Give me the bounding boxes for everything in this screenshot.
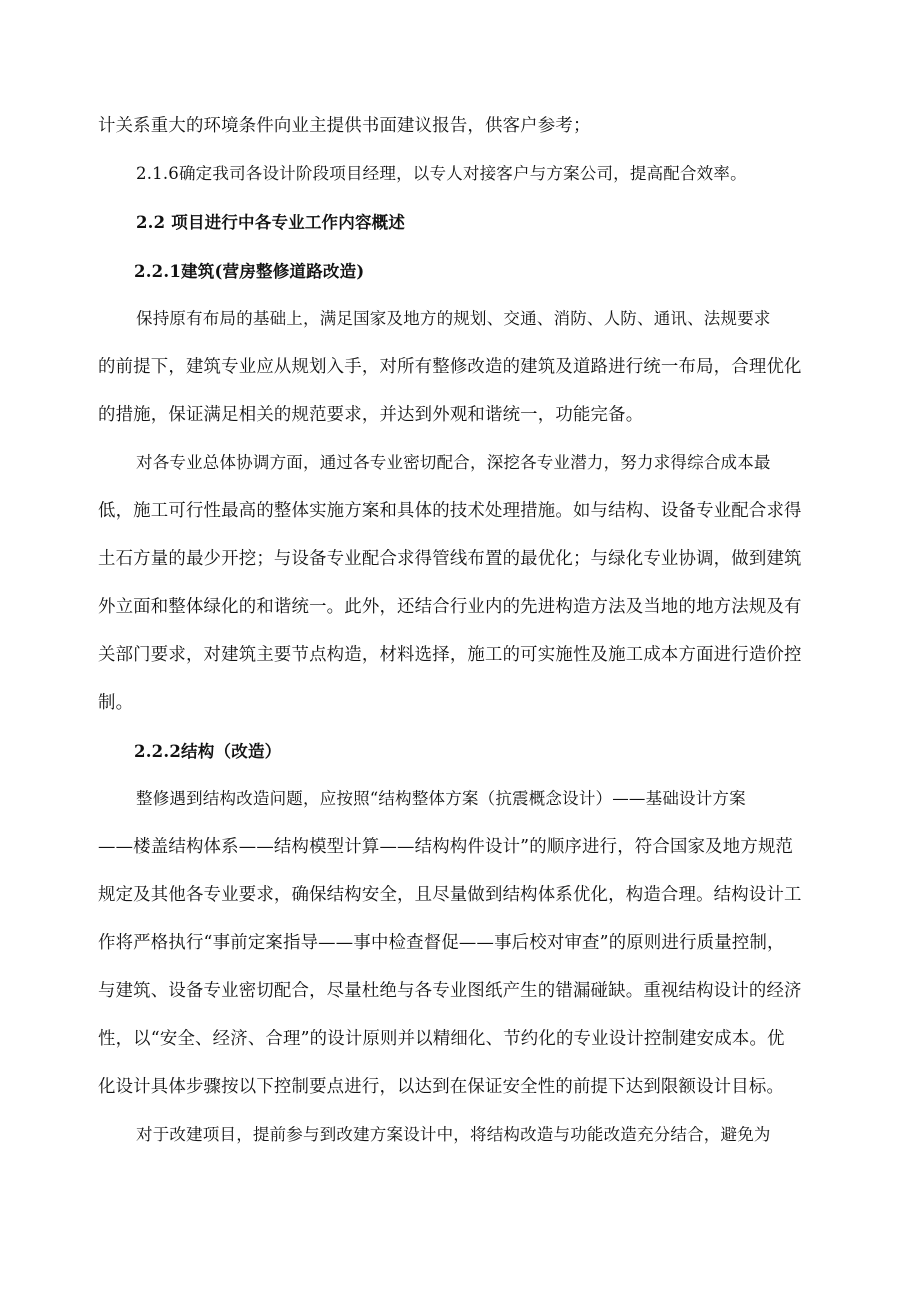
paragraph-line: 规定及其他各专业要求，确保结构安全，且尽量做到结构体系优化，构造合理。结构设计工 — [98, 885, 802, 905]
paragraph-line: 计关系重大的环境条件向业主提供书面建议报告，供客户参考； — [98, 116, 591, 136]
paragraph-line: 保持原有布局的基础上，满足国家及地方的规划、交通、消防、人防、通讯、法规要求 — [136, 309, 771, 328]
paragraph-line: ——楼盖结构体系——结构模型计算——结构构件设计”的顺序进行，符合国家及地方规范 — [98, 837, 794, 857]
subsection-heading-2-2-1: 2.2.1建筑(营房整修道路改造) — [134, 261, 365, 281]
paragraph-line: 对于改建项目，提前参与到改建方案设计中，将结构改造与功能改造充分结合，避免为 — [136, 1125, 771, 1144]
paragraph-line: 整修遇到结构改造问题，应按照“结构整体方案（抗震概念设计）——基础设计方案 — [136, 789, 746, 808]
paragraph-line: 外立面和整体绿化的和谐统一。此外，还结合行业内的先进构造方法及当地的地方法规及有 — [98, 597, 802, 617]
paragraph-line: 低，施工可行性最高的整体实施方案和具体的技术处理措施。如与结构、设备专业配合求得 — [98, 501, 802, 521]
paragraph-line: 土石方量的最少开挖；与设备专业配合求得管线布置的最优化；与绿化专业协调，做到建筑 — [98, 549, 802, 569]
clause-2-1-6: 2.1.6确定我司各设计阶段项目经理，以专人对接客户与方案公司，提高配合效率。 — [136, 164, 747, 183]
paragraph-line: 与建筑、设备专业密切配合，尽量杜绝与各专业图纸产生的错漏碰缺。重视结构设计的经济 — [98, 981, 802, 1001]
paragraph-line: 的措施，保证满足相关的规范要求，并达到外观和谐统一，功能完备。 — [98, 405, 644, 425]
section-heading-2-2: 2.2 项目进行中各专业工作内容概述 — [136, 212, 406, 232]
paragraph-line: 制。 — [98, 693, 134, 713]
paragraph-line: 的前提下，建筑专业应从规划入手，对所有整修改造的建筑及道路进行统一布局，合理优化 — [98, 357, 802, 377]
subsection-heading-2-2-2: 2.2.2结构（改造） — [134, 741, 282, 761]
paragraph-line: 对各专业总体协调方面，通过各专业密切配合，深挖各专业潜力，努力求得综合成本最 — [136, 453, 771, 472]
paragraph-line: 作将严格执行“事前定案指导——事中检查督促——事后校对审查”的原则进行质量控制， — [98, 933, 785, 953]
paragraph-line: 化设计具体步骤按以下控制要点进行，以达到在保证安全性的前提下达到限额设计目标。 — [98, 1077, 785, 1097]
paragraph-line: 关部门要求，对建筑主要节点构造，材料选择，施工的可实施性及施工成本方面进行造价控 — [98, 645, 802, 665]
paragraph-line: 性，以“安全、经济、合理”的设计原则并以精细化、节约化的专业设计控制建安成本。优 — [98, 1029, 785, 1049]
